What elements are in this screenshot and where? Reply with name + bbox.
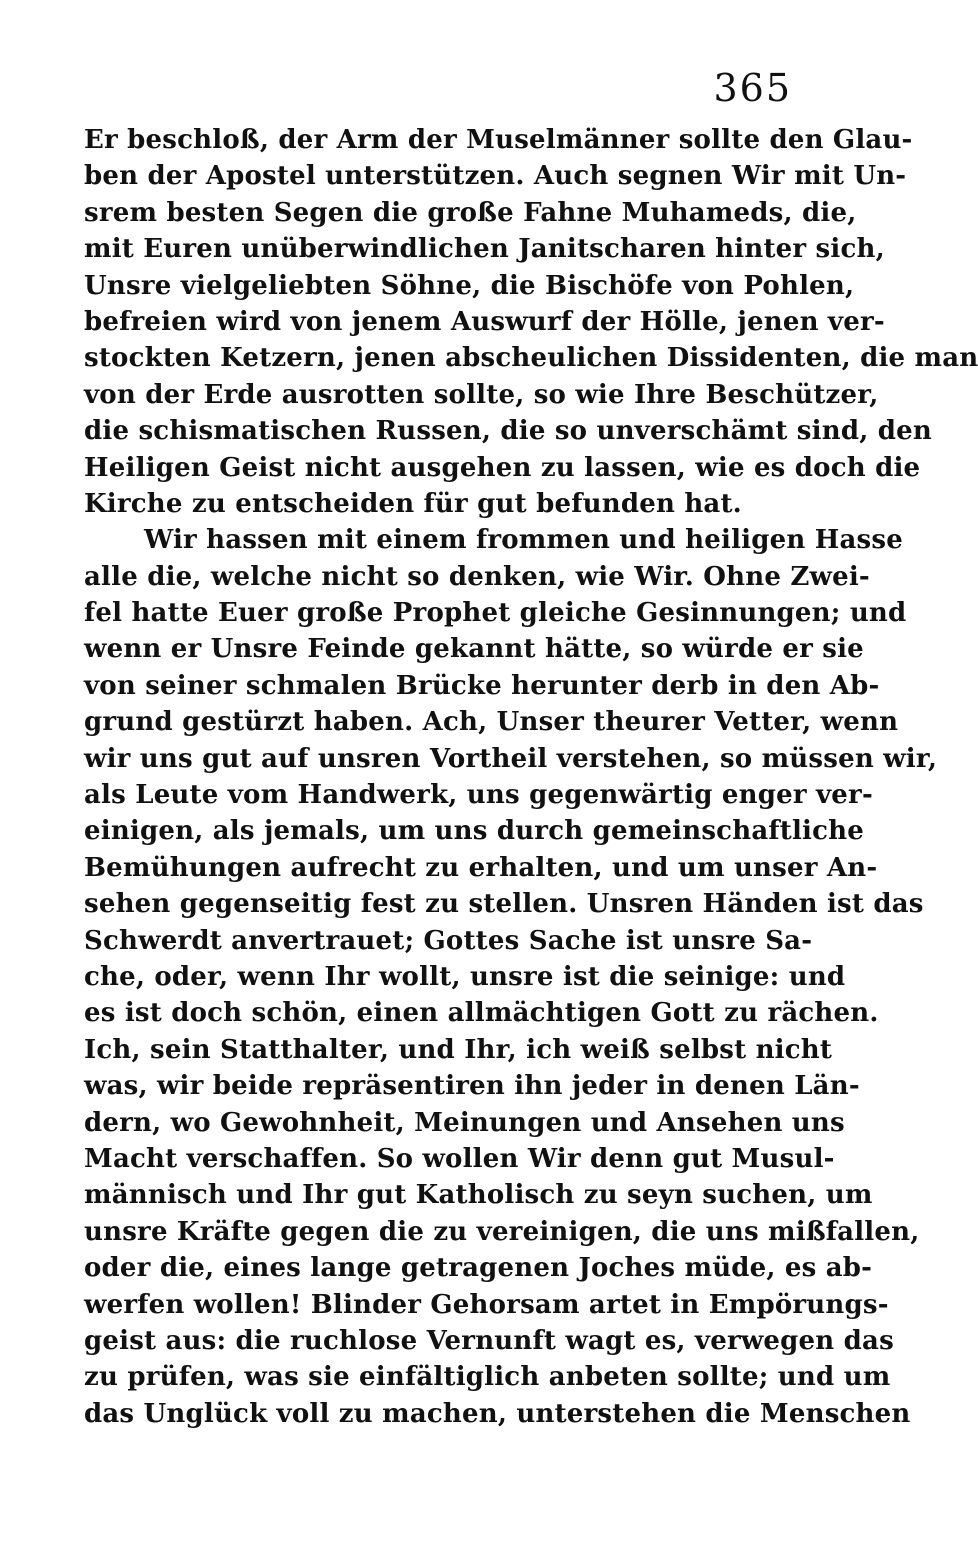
text-line: dern, wo Gewohnheit, Meinungen und Ansehen uns: [84, 1107, 845, 1138]
text-line: unsre Kräfte gegen die zu vereinigen, die uns mißfallen,: [84, 1216, 920, 1247]
text-line: geist aus: die ruchlose Vernunft wagt es, verwegen das: [84, 1325, 894, 1356]
text-line: alle die, welche nicht so denken, wie Wir. Ohne Zwei-: [84, 561, 870, 592]
text-line: Unsre vielgeliebten Söhne, die Bischöfe von Pohlen,: [84, 270, 855, 301]
text-line: Kirche zu entscheiden für gut befunden hat.: [84, 488, 742, 519]
text-line: oder die, eines lange getragenen Joches müde, es ab-: [84, 1253, 873, 1284]
text-line: fel hatte Euer große Prophet gleiche Gesinnungen; und: [84, 598, 907, 629]
text-line: Macht verschaffen. So wollen Wir denn gut Musul-: [84, 1143, 835, 1174]
page-number: 365: [713, 66, 792, 110]
text-line: mit Euren unüberwindlichen Janitscharen hinter sich,: [84, 234, 885, 265]
text-line: ben der Apostel unterstützen. Auch segnen Wir mit Un-: [84, 161, 907, 192]
text-line: Er beschloß, der Arm der Muselmänner sollte den Glau-: [84, 125, 913, 155]
text-line: einigen, als jemals, um uns durch gemeinschaftliche: [84, 816, 864, 847]
text-line: Wir hassen mit einem frommen und heiligen Hasse: [144, 525, 903, 556]
text-line: als Leute vom Handwerk, uns gegenwärtig enger ver-: [84, 780, 873, 811]
body-text: [84, 122, 978, 1432]
text-line: werfen wollen! Blinder Gehorsam artet in Empörungs-: [84, 1289, 889, 1320]
text-line: wir uns gut auf unsren Vortheil verstehen, so müssen wir,: [84, 743, 938, 774]
text-line: befreien wird von jenem Auswurf der Hölle, jenen ver-: [84, 306, 885, 337]
text-line: Schwerdt anvertrauet; Gottes Sache ist unsre Sa-: [84, 925, 813, 956]
text-line: es ist doch schön, einen allmächtigen Gott zu rächen.: [84, 998, 879, 1029]
text-line: von seiner schmalen Brücke herunter derb in den Ab-: [84, 670, 880, 701]
text-line: grund gestürzt haben. Ach, Unser theurer Vetter, wenn: [84, 707, 899, 738]
text-line: Bemühungen aufrecht zu erhalten, und um unser An-: [84, 852, 878, 883]
text-line: stockten Ketzern, jenen abscheulichen Dissidenten, die man: [84, 343, 978, 374]
text-line: wenn er Unsre Feinde gekannt hätte, so würde er sie: [84, 634, 864, 665]
text-line: Ich, sein Statthalter, und Ihr, ich weiß selbst nicht: [84, 1034, 833, 1065]
text-line: männisch und Ihr gut Katholisch zu seyn suchen, um: [84, 1180, 873, 1211]
text-line: was, wir beide repräsentiren ihn jeder in denen Län-: [84, 1071, 860, 1102]
text-line: che, oder, wenn Ihr wollt, unsre ist die seinige: und: [84, 961, 846, 992]
text-line: Heiligen Geist nicht ausgehen zu lassen, wie es doch die: [84, 452, 921, 483]
text-line: das Unglück voll zu machen, unterstehen die Menschen: [84, 1398, 911, 1429]
text-line: von der Erde ausrotten sollte, so wie Ihre Beschützer,: [84, 379, 879, 410]
text-line: die schismatischen Russen, die so unverschämt sind, den: [84, 416, 932, 447]
text-line: zu prüfen, was sie einfältiglich anbeten sollte; und um: [84, 1362, 891, 1393]
text-line: sehen gegenseitig fest zu stellen. Unsren Händen ist das: [84, 889, 924, 920]
text-line: srem besten Segen die große Fahne Muhameds, die,: [84, 197, 857, 228]
